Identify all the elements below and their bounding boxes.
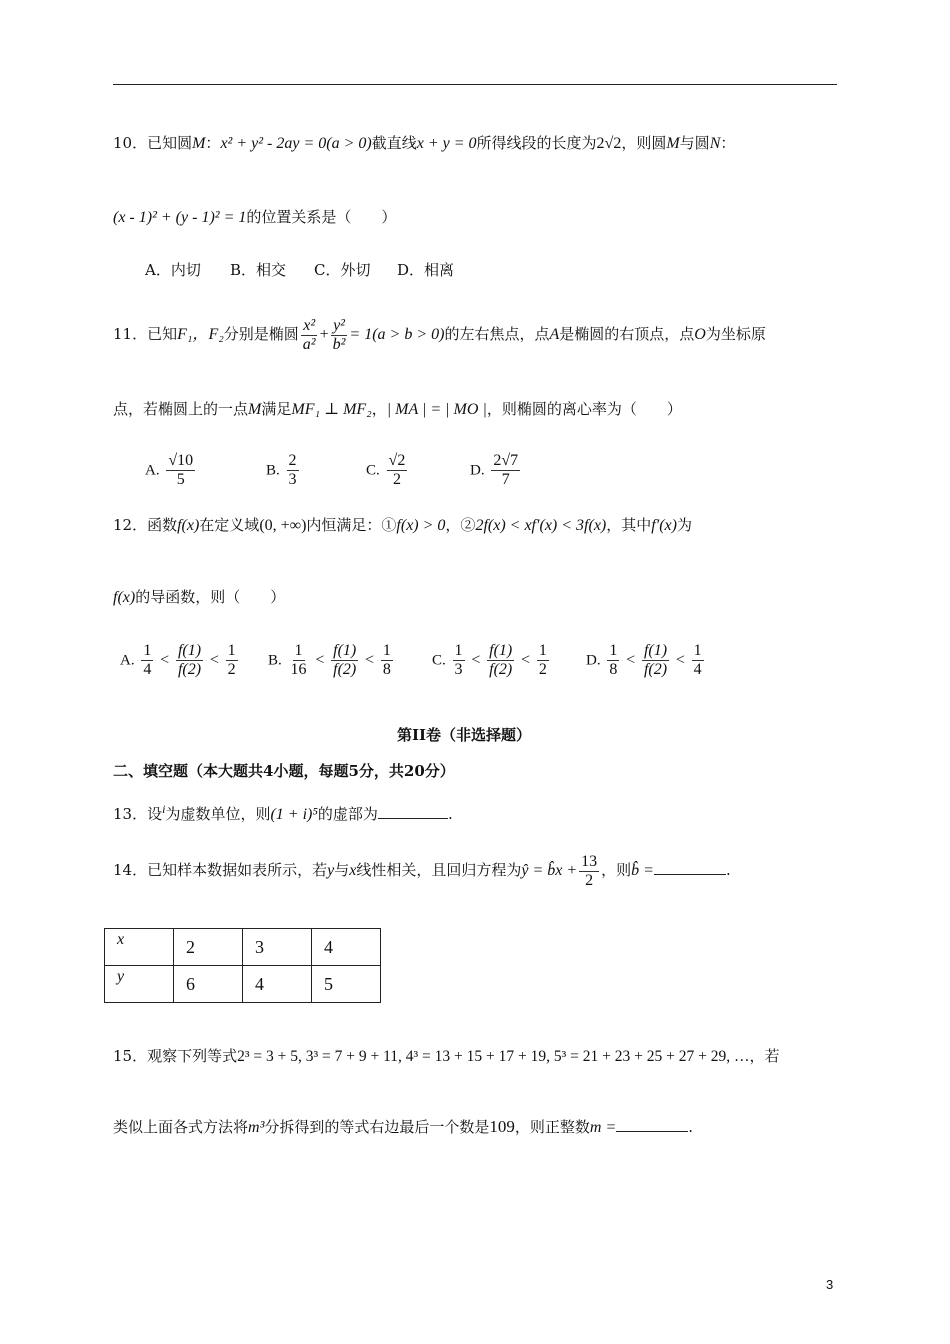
distance-condition: | MA | = | MO | — [386, 401, 487, 418]
variable-m: m = — [589, 1119, 617, 1136]
regression-equation: ŷ = b̂x + — [521, 862, 578, 879]
q15-text-b2: 分拆得到的等式右边最后一个数是 — [264, 1118, 490, 1136]
ellipse-x-fraction — [301, 317, 318, 354]
segment-length: 2√2 — [596, 135, 622, 152]
q10-text-f: 与圆 — [679, 134, 710, 152]
q10-option-c-text: C．外切 — [314, 261, 371, 279]
less-than: < — [209, 651, 219, 669]
q11-option-d-num: 2√7 — [493, 452, 519, 469]
q12-option-b-right-den: 8 — [382, 661, 391, 678]
q11-text-b: 分别是椭圆 — [223, 325, 299, 343]
q15-text-a2: 类似上面各式方法将 — [113, 1118, 249, 1136]
ellipse-y-fraction — [331, 317, 348, 354]
q12-option-b-left-num: 1 — [294, 642, 303, 659]
table-cell: y — [105, 966, 174, 1003]
q10-line2 — [113, 206, 396, 229]
q12-text-d: ，② — [445, 516, 476, 534]
q12-option-a-mid — [176, 642, 203, 679]
q11-option-d-den: 7 — [501, 471, 510, 488]
q12-option-a-right-den: 2 — [227, 661, 236, 678]
q10-colon: ： — [205, 134, 221, 152]
ratio-num: f(1) — [333, 642, 357, 659]
q11-option-b-label: B. — [266, 462, 280, 479]
q10-question-text: 的位置关系是（ ） — [246, 208, 397, 226]
section2-title: 二、填空题（本大题共4小题，每题5分，共20分） — [113, 762, 455, 780]
q10-option-d — [397, 259, 454, 280]
q12-option-d-left — [607, 642, 619, 679]
q10-option-a — [145, 259, 201, 280]
q12-line2 — [113, 586, 285, 609]
q11-text-a2: 点，若椭圆上的一点 — [113, 400, 249, 418]
ellipse-y-den: b² — [332, 335, 346, 353]
q12-option-c-left — [453, 642, 465, 679]
q11-number-text: 11．已知 — [113, 325, 178, 343]
table-cell: 3 — [243, 929, 312, 966]
q12-option-d — [586, 642, 706, 679]
q13-answer-blank[interactable] — [378, 818, 448, 819]
q15-line2 — [113, 1116, 693, 1139]
q14-number-text: 14．已知样本数据如表所示，若 — [113, 861, 328, 879]
q12-option-b-left — [289, 642, 309, 679]
q12-option-c-left-num: 1 — [454, 642, 463, 659]
q12-option-c — [432, 642, 551, 679]
ratio-num: f(1) — [489, 642, 513, 659]
q11-text-b2: 满足 — [261, 400, 292, 418]
less-than: < — [160, 651, 170, 669]
table-cell: x — [105, 929, 174, 966]
ellipse-condition: = 1(a > b > 0) — [349, 326, 445, 343]
q12-text-b: 在定义域 — [199, 516, 260, 534]
q12-text-f: 为 — [676, 516, 692, 534]
q15-text-c2: ，则正整数 — [514, 1118, 590, 1136]
domain-interval: (0, +∞) — [259, 517, 307, 534]
q12-option-a-left-den: 4 — [143, 661, 152, 678]
circle-m-symbol-2: M — [666, 135, 680, 152]
q12-option-a-right-num: 1 — [227, 642, 236, 659]
intercept-den: 2 — [585, 871, 594, 889]
q11-option-a-den: 5 — [176, 471, 185, 488]
less-than: < — [471, 651, 481, 669]
sample-data-table — [104, 928, 381, 1003]
ellipse-plus: + — [319, 326, 329, 343]
variable-x: x — [349, 862, 357, 879]
ratio-den: f(2) — [333, 661, 357, 678]
ellipse-x-num: x² — [303, 316, 316, 334]
ellipse-x-den: a² — [302, 335, 316, 353]
q11-option-a-label: A. — [145, 462, 160, 479]
q12-option-d-right — [692, 642, 704, 679]
q11-option-d-fraction — [491, 452, 520, 489]
point-a: A — [549, 326, 560, 343]
q14-text-c: 线性相关，且回归方程为 — [356, 861, 522, 879]
imaginary-unit: i — [162, 802, 166, 816]
header-rule — [113, 84, 837, 85]
q12-option-d-right-den: 4 — [693, 661, 702, 678]
q12-option-d-right-num: 1 — [693, 642, 702, 659]
table-row — [105, 929, 381, 966]
focus-f2: F₂ — [208, 326, 224, 343]
ratio-den: f(2) — [643, 661, 668, 678]
q12-option-a — [120, 642, 240, 679]
q15-period: . — [688, 1118, 694, 1136]
q12-option-a-left — [141, 642, 153, 679]
ratio-num: f(1) — [643, 642, 668, 659]
point-o: O — [694, 326, 706, 343]
q14-period: . — [725, 861, 731, 879]
q13-line — [113, 798, 453, 826]
q10-option-a-text: A．内切 — [145, 261, 201, 279]
q10-text-e: ，则圆 — [621, 134, 667, 152]
part2-title: 第II卷（非选择题） — [397, 726, 532, 744]
q11-option-c — [366, 452, 409, 489]
q12-text-e: ，其中 — [606, 516, 652, 534]
q12-option-d-mid — [642, 642, 669, 679]
ellipse-y-num: y² — [333, 316, 345, 334]
q12-option-b-label: B. — [268, 652, 282, 669]
q11-question-text: ，则椭圆的离心率为（ ） — [486, 400, 682, 418]
q10-option-c — [314, 259, 370, 280]
q13-text-b: 为虚数单位，则 — [165, 805, 271, 823]
line-equation: x + y = 0 — [416, 135, 477, 152]
q10-number-text: 10．已知圆 — [113, 134, 193, 152]
slope-b-hat: b̂ = — [631, 862, 654, 879]
q12-option-c-label: C. — [432, 652, 446, 669]
function-f-2: f(x) — [113, 589, 136, 606]
q11-option-a-num: √10 — [168, 452, 194, 469]
q13-period: . — [447, 805, 453, 823]
q14-text-d: ，则 — [601, 861, 632, 879]
m-cubed: m³ — [248, 1119, 265, 1136]
ratio-den: f(2) — [489, 661, 513, 678]
ratio-den: f(2) — [177, 661, 202, 678]
q11-option-d — [470, 452, 522, 489]
less-than: < — [315, 651, 325, 669]
q13-text-c: 的虚部为 — [317, 805, 378, 823]
variable-y: y — [327, 862, 335, 879]
q11-line1 — [113, 312, 766, 357]
q12-option-a-right — [226, 642, 238, 679]
q12-option-c-right — [537, 642, 549, 679]
condition-2: 2f(x) < xf′(x) < 3f(x) — [475, 517, 607, 534]
q14-line — [113, 848, 731, 893]
q14-answer-blank[interactable] — [654, 874, 726, 875]
q10-option-b — [230, 259, 286, 280]
perpendicular-condition: MF₁ ⊥ MF₂ — [291, 401, 372, 418]
q15-answer-blank[interactable] — [616, 1131, 688, 1132]
circle-m-symbol: M — [192, 135, 206, 152]
q12-option-b-right — [381, 642, 393, 679]
q11-option-b-fraction — [287, 452, 299, 489]
q12-option-a-label: A. — [120, 652, 135, 669]
q12-line1 — [113, 514, 692, 537]
q10-text-d: 所得线段的长度为 — [476, 134, 597, 152]
q12-option-d-left-num: 1 — [609, 642, 618, 659]
less-than: < — [675, 651, 685, 669]
q11-option-b-num: 2 — [288, 452, 297, 469]
derivative-f: f′(x) — [651, 517, 677, 534]
q11-line2 — [113, 398, 682, 421]
q11-option-c-label: C. — [366, 462, 380, 479]
q12-option-d-label: D. — [586, 652, 601, 669]
q12-option-c-right-den: 2 — [538, 661, 547, 678]
q11-option-b-den: 3 — [288, 471, 297, 488]
condition-1: f(x) > 0 — [396, 517, 446, 534]
intercept-num: 13 — [581, 852, 598, 870]
q15-number-text: 15．观察下列等式 — [113, 1047, 238, 1065]
q12-option-c-left-den: 3 — [454, 661, 463, 678]
q15-text-b: ，若 — [749, 1047, 780, 1065]
less-than: < — [626, 651, 636, 669]
page-number: 3 — [826, 1277, 834, 1292]
table-cell: 4 — [312, 929, 381, 966]
q11-option-a-fraction — [166, 452, 195, 489]
regression-intercept — [579, 853, 599, 890]
q11-text-c: 的左右焦点，点 — [444, 325, 550, 343]
q11-option-c-num: √2 — [388, 452, 406, 469]
q11-option-c-fraction — [387, 452, 408, 489]
q10-option-d-text: D．相离 — [397, 261, 455, 279]
q12-text-c: 内恒满足：① — [306, 516, 397, 534]
circle-n-symbol: N — [709, 135, 721, 152]
q10-text-g: ： — [720, 134, 736, 152]
q11-text-c2: ， — [371, 400, 387, 418]
q12-option-c-mid — [487, 642, 514, 679]
table-cell: 6 — [174, 966, 243, 1003]
q12-option-c-right-num: 1 — [538, 642, 547, 659]
less-than: < — [365, 651, 375, 669]
q11-option-d-label: D. — [470, 462, 485, 479]
less-than: < — [521, 651, 531, 669]
q15-line1 — [113, 1045, 780, 1068]
circle-n-equation: (x - 1)² + (y - 1)² = 1 — [113, 209, 247, 226]
table-cell: 4 — [243, 966, 312, 1003]
q11-text-e: 为坐标原 — [705, 325, 766, 343]
q12-option-a-left-num: 1 — [143, 642, 152, 659]
q12-option-d-left-den: 8 — [609, 661, 618, 678]
q10-line1 — [113, 132, 735, 155]
cube-equations: 2³ = 3 + 5, 3³ = 7 + 9 + 11, 4³ = 13 + 15 + 17 + 19, 5³ = 21 + 23 + 25 + 27 + 29, … — [237, 1048, 750, 1065]
focus-f1: F₁， — [177, 326, 209, 343]
complex-expression: (1 + i)⁵ — [270, 806, 318, 823]
q10-text-c: 截直线 — [371, 134, 417, 152]
table-cell: 5 — [312, 966, 381, 1003]
q12-option-b-right-num: 1 — [382, 642, 391, 659]
q11-option-c-den: 2 — [392, 471, 401, 488]
q14-text-b: 与 — [334, 861, 350, 879]
function-f: f(x) — [177, 517, 200, 534]
q12-question-text: 的导函数，则（ ） — [135, 588, 286, 606]
table-cell: 2 — [174, 929, 243, 966]
last-number: 109 — [489, 1117, 515, 1136]
point-m: M — [248, 401, 262, 418]
q11-option-b — [266, 452, 301, 489]
q12-option-b-left-den: 16 — [290, 661, 307, 678]
q13-number-text: 13．设 — [113, 805, 163, 823]
q11-option-a — [145, 452, 197, 489]
q12-option-b — [268, 642, 395, 679]
q12-number-text: 12．函数 — [113, 516, 178, 534]
q10-option-b-text: B．相交 — [230, 261, 287, 279]
q12-option-b-mid — [331, 642, 358, 679]
q11-text-d: 是椭圆的右顶点，点 — [559, 325, 695, 343]
ratio-num: f(1) — [177, 642, 202, 659]
circle-m-equation: x² + y² - 2ay = 0(a > 0) — [220, 135, 372, 152]
table-row — [105, 966, 381, 1003]
